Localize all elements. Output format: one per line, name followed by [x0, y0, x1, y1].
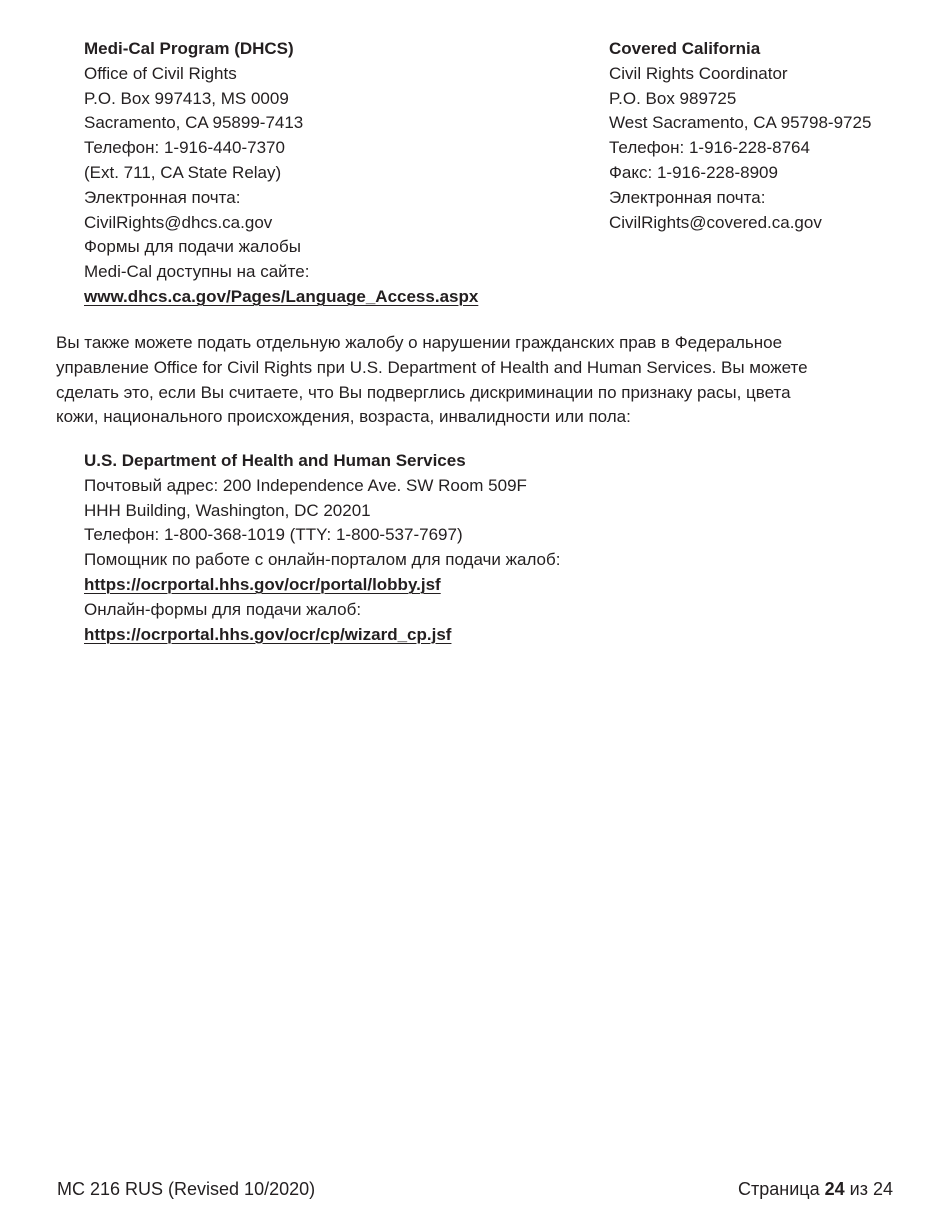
dhcs-relay: (Ext. 711, CA State Relay) — [84, 162, 282, 182]
page-total: из 24 — [849, 1179, 893, 1199]
page-number: 24 — [824, 1179, 845, 1199]
hhs-phone: Телефон: 1-800-368-1019 (TTY: 1-800-537-7697) — [84, 525, 463, 545]
covered-name: Covered California — [609, 39, 761, 58]
hhs-building: HHH Building, Washington, DC 20201 — [84, 500, 371, 520]
hhs-name: U.S. Department of Health and Human Services — [84, 451, 466, 470]
dhcs-phone: Телефон: 1-916-440-7370 — [84, 138, 285, 158]
dhcs-contact-block — [84, 37, 478, 310]
covered-office: Civil Rights Coordinator — [609, 63, 788, 83]
intro-line-2: управление Office for Civil Rights при U.S. Department of Health and Human Services. Вы можете — [56, 357, 808, 377]
hhs-mail: Почтовый адрес: 200 Independence Ave. SW Room 509F — [84, 475, 527, 495]
hhs-forms-link[interactable]: https://ocrportal.hhs.gov/ocr/cp/wizard_cp.jsf — [84, 624, 452, 644]
dhcs-office: Office of Civil Rights — [84, 63, 237, 83]
dhcs-email: CivilRights@dhcs.ca.gov — [84, 212, 273, 232]
covered-fax: Факс: 1-916-228-8909 — [609, 162, 778, 182]
hhs-portal-label: Помощник по работе с онлайн-порталом для подачи жалоб: — [84, 550, 561, 570]
dhcs-forms-link[interactable]: www.dhcs.ca.gov/Pages/Language_Access.aspx — [84, 286, 479, 306]
intro-line-1: Вы также можете подать отдельную жалобу о нарушении гражданских прав в Федеральное — [56, 333, 783, 352]
covered-po-box: P.O. Box 989725 — [609, 88, 737, 108]
intro-line-4: кожи, национального происхождения, возраста, инвалидности или пола: — [56, 407, 631, 427]
federal-complaint-paragraph — [56, 331, 906, 430]
page-label: Страница — [738, 1179, 820, 1199]
hhs-contact-block — [84, 449, 560, 647]
covered-email-label: Электронная почта: — [609, 187, 766, 207]
intro-line-3: сделать это, если Вы считаете, что Вы подверглись дискриминации по признаку расы, цвета — [56, 382, 791, 402]
dhcs-po-box: P.O. Box 997413, MS 0009 — [84, 88, 289, 108]
covered-city: West Sacramento, CA 95798-9725 — [609, 113, 872, 133]
covered-phone: Телефон: 1-916-228-8764 — [609, 138, 810, 158]
dhcs-forms-line1: Формы для подачи жалобы — [84, 237, 301, 257]
dhcs-forms-line2: Medi-Cal доступны на сайте: — [84, 262, 310, 282]
hhs-portal-link[interactable]: https://ocrportal.hhs.gov/ocr/portal/lobby.jsf — [84, 574, 441, 594]
dhcs-email-label: Электронная почта: — [84, 187, 241, 207]
document-code: MC 216 RUS (Revised 10/2020) — [57, 1179, 316, 1199]
page-indicator — [738, 1177, 893, 1201]
dhcs-city: Sacramento, CA 95899-7413 — [84, 113, 304, 133]
covered-california-contact-block — [609, 37, 871, 235]
covered-email: CivilRights@covered.ca.gov — [609, 212, 822, 232]
hhs-forms-label: Онлайн-формы для подачи жалоб: — [84, 599, 362, 619]
dhcs-name: Medi-Cal Program (DHCS) — [84, 39, 294, 58]
